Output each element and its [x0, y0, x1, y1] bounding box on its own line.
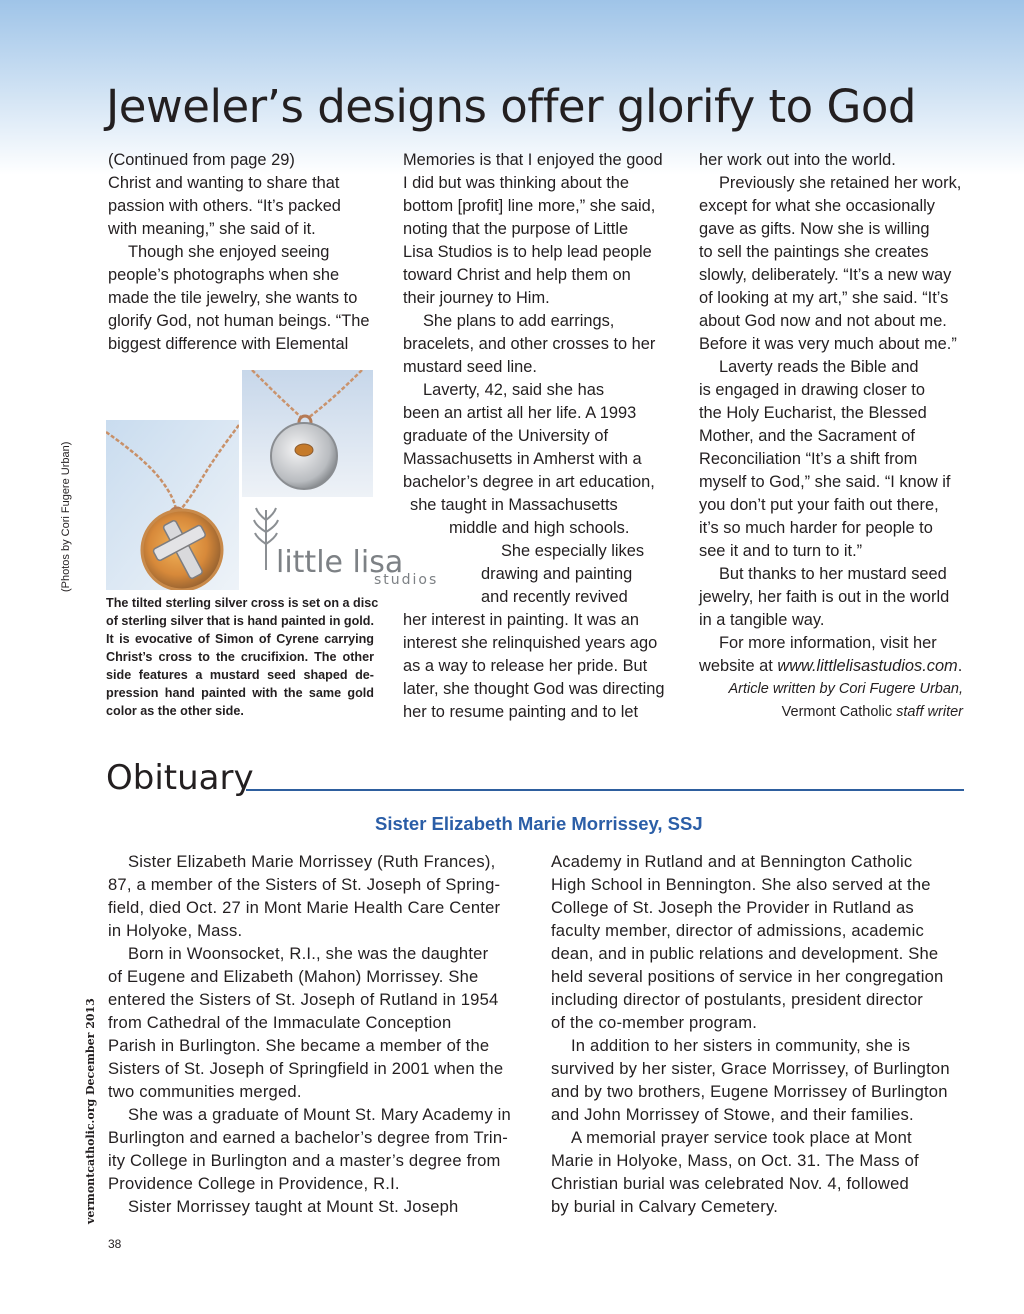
article-line: She plans to add earrings,	[423, 312, 615, 330]
obituary-line: in Holyoke, Mass.	[108, 921, 243, 940]
caption-line: The tilted sterling silver cross is set on a disc	[106, 596, 379, 610]
website-link[interactable]: www.littlelisastudios.com	[777, 657, 958, 675]
obituary-line: Sister Morrissey taught at Mount St. Joseph	[128, 1197, 459, 1216]
obituary-line: and John Morrissey of Stowe, and their families.	[551, 1105, 914, 1124]
obituary-line: 87, a member of the Sisters of St. Joseph of Spring-	[108, 875, 501, 894]
byline-role: staff writer	[896, 704, 963, 720]
article-line: Laverty reads the Bible and	[719, 358, 919, 376]
page-number: 38	[108, 1237, 122, 1251]
svg-text:little lisa: little lisa	[276, 545, 404, 580]
caption-line: It is evocative of Simon of Cyrene carrying	[106, 632, 374, 646]
obituary-line: Marie in Holyoke, Mass, on Oct. 31. The Mass of	[551, 1151, 919, 1170]
article-column-2	[403, 149, 665, 724]
caption-line: color as the other side.	[106, 704, 244, 718]
article-line: jewelry, her faith is out in the world	[699, 588, 950, 606]
obituary-line: and by two brothers, Eugene Morrissey of Burlington	[551, 1082, 948, 1101]
article-column-1	[108, 149, 369, 356]
article-line: you don’t put your faith out there,	[699, 496, 939, 514]
article-line: her to resume painting and to let	[403, 703, 639, 721]
article-line: mustard seed line.	[403, 358, 537, 376]
article-line: Memories is that I enjoyed the good	[403, 151, 663, 169]
website-prefix: website at	[699, 657, 778, 675]
article-line: with meaning,” she said of it.	[108, 220, 316, 238]
article-line: is engaged in drawing closer to	[699, 381, 925, 399]
obituary-line: Academy in Rutland and at Bennington Catholic	[551, 852, 913, 871]
article-line: to sell the paintings she creates	[699, 243, 929, 261]
obituary-line: A memorial prayer service took place at Mont	[571, 1128, 912, 1147]
article-line: bachelor’s degree in art education,	[403, 473, 655, 491]
article-line: Laverty, 42, said she has	[423, 381, 605, 399]
article-line: except for what she occasionally	[699, 197, 935, 215]
article-line: biggest difference with Elemental	[108, 335, 349, 353]
byline-publication: Vermont Catholic	[781, 704, 897, 720]
necklace-photo-cross	[106, 420, 239, 590]
article-line: and recently revived	[481, 588, 628, 606]
article-line: middle and high schools.	[449, 519, 630, 537]
obituary-line: Christian burial was celebrated Nov. 4, followed	[551, 1174, 909, 1193]
article-line: Before it was very much about me.”	[699, 335, 957, 353]
magazine-issue-vertical: vermontcatholic.org December 2013	[84, 998, 97, 1224]
article-line: passion with others. “It’s packed	[108, 197, 341, 215]
obituary-line: College of St. Joseph the Provider in Rutland as	[551, 898, 914, 917]
article-line: people’s photographs when she	[108, 266, 340, 284]
obituary-line: Burlington and earned a bachelor’s degree from Trin-	[108, 1128, 508, 1147]
article-line: bottom [profit] line more,” she said,	[403, 197, 656, 215]
obituary-line: In addition to her sisters in community, she is	[571, 1036, 911, 1055]
article-line: of looking at my art,” she said. “It’s	[699, 289, 949, 307]
article-line: Christ and wanting to share that	[108, 174, 340, 192]
article-line: Lisa Studios is to help lead people	[403, 243, 652, 261]
obituary-line: Providence College in Providence, R.I.	[108, 1174, 400, 1193]
obituary-line: ity College in Burlington and a master’s degree from	[108, 1151, 501, 1170]
caption-line: side features a mustard seed shaped de-	[106, 668, 374, 682]
article-line: glorify God, not human beings. “The	[108, 312, 370, 330]
obituary-line: two communities merged.	[108, 1082, 302, 1101]
photo-caption	[106, 594, 379, 720]
article-headline: Jeweler’s designs offer glorify to God	[106, 80, 916, 133]
article-line: slowly, deliberately. “It’s a new way	[699, 266, 952, 284]
article-line: been an artist all her life. A 1993	[403, 404, 637, 422]
article-line: as a way to release her pride. But	[403, 657, 648, 675]
article-column-3	[699, 149, 963, 724]
article-line: I did but was thinking about the	[403, 174, 629, 192]
obituary-section-title: Obituary	[106, 758, 254, 798]
article-line: But thanks to her mustard seed	[719, 565, 947, 583]
article-line: toward Christ and help them on	[403, 266, 631, 284]
article-line: (Continued from page 29)	[108, 151, 295, 169]
obituary-line: Parish in Burlington. She became a member of the	[108, 1036, 490, 1055]
obituary-line: held several positions of service in her congregation	[551, 967, 944, 986]
obituary-line: of the co-member program.	[551, 1013, 758, 1032]
obituary-line: entered the Sisters of St. Joseph of Rutland in 1954	[108, 990, 499, 1009]
article-line: gave as gifts. Now she is willing	[699, 220, 930, 238]
article-line: She especially likes	[501, 542, 645, 560]
obituary-line: survived by her sister, Grace Morrissey, of Burlington	[551, 1059, 950, 1078]
article-line: their journey to Him.	[403, 289, 550, 307]
article-line: about God now and not about me.	[699, 312, 947, 330]
article-line: For more information, visit her	[719, 634, 937, 652]
article-line: her interest in painting. It was an	[403, 611, 639, 629]
obituary-line: field, died Oct. 27 in Mont Marie Health Care Center	[108, 898, 501, 917]
obituary-name: Sister Elizabeth Marie Morrissey, SSJ	[375, 813, 703, 834]
obituary-column-2	[551, 850, 950, 1218]
article-line: Reconciliation “It’s a shift from	[699, 450, 918, 468]
article-line: Massachusetts in Amherst with a	[403, 450, 642, 468]
article-line: bracelets, and other crosses to her	[403, 335, 656, 353]
article-line: later, she thought God was directing	[403, 680, 665, 698]
caption-line: pression hand painted with the same gold	[106, 686, 374, 700]
article-line: graduate of the University of	[403, 427, 608, 445]
byline: Article written by Cori Fugere Urban,	[728, 681, 963, 697]
article-website-line	[699, 655, 963, 678]
caption-line: of sterling silver that is hand painted in gold.	[106, 614, 374, 628]
article-line: noting that the purpose of Little	[403, 220, 629, 238]
obituary-line: of Eugene and Elizabeth (Mahon) Morrissey. She	[108, 967, 479, 986]
article-line: her work out into the world.	[699, 151, 896, 169]
article-line: made the tile jewelry, she wants to	[108, 289, 358, 307]
obituary-line: including director of postulants, president director	[551, 990, 923, 1009]
caption-line: Christ’s cross to the crucifixion. The other	[106, 650, 374, 664]
byline-2	[699, 701, 963, 724]
article-line: interest she relinquished years ago	[403, 634, 658, 652]
photo-credit: (Photos by Cori Fugere Urban)	[60, 441, 72, 592]
article-line: drawing and painting	[481, 565, 633, 583]
obituary-line: by burial in Calvary Cemetery.	[551, 1197, 779, 1216]
obituary-column-1	[108, 850, 511, 1218]
article-line: she taught in Massachusetts	[410, 496, 618, 514]
article-line: it’s so much harder for people to	[699, 519, 933, 537]
website-period: .	[957, 657, 963, 675]
obituary-line: She was a graduate of Mount St. Mary Academy in	[128, 1105, 511, 1124]
article-line: the Holy Eucharist, the Blessed	[699, 404, 927, 422]
necklace-photo-seed	[242, 370, 373, 497]
article-line: see it and to turn to it.”	[699, 542, 863, 560]
article-line: Previously she retained her work,	[719, 174, 962, 192]
obituary-line: Sister Elizabeth Marie Morrissey (Ruth Frances),	[128, 852, 496, 871]
obituary-line: from Cathedral of the Immaculate Conception	[108, 1013, 452, 1032]
obituary-divider	[246, 789, 964, 791]
obituary-line: faculty member, director of admissions, academic	[551, 921, 924, 940]
obituary-line: High School in Bennington. She also served at the	[551, 875, 931, 894]
article-line: myself to God,” she said. “I know if	[699, 473, 951, 491]
article-line: Though she enjoyed seeing	[128, 243, 330, 261]
svg-text:studios: studios	[374, 572, 439, 588]
obituary-line: Born in Woonsocket, R.I., she was the daughter	[128, 944, 489, 963]
obituary-line: dean, and in public relations and development. She	[551, 944, 939, 963]
article-line: in a tangible way.	[699, 611, 825, 629]
article-line: Mother, and the Sacrament of	[699, 427, 915, 445]
obituary-line: Sisters of St. Joseph of Springfield in 2001 when the	[108, 1059, 504, 1078]
